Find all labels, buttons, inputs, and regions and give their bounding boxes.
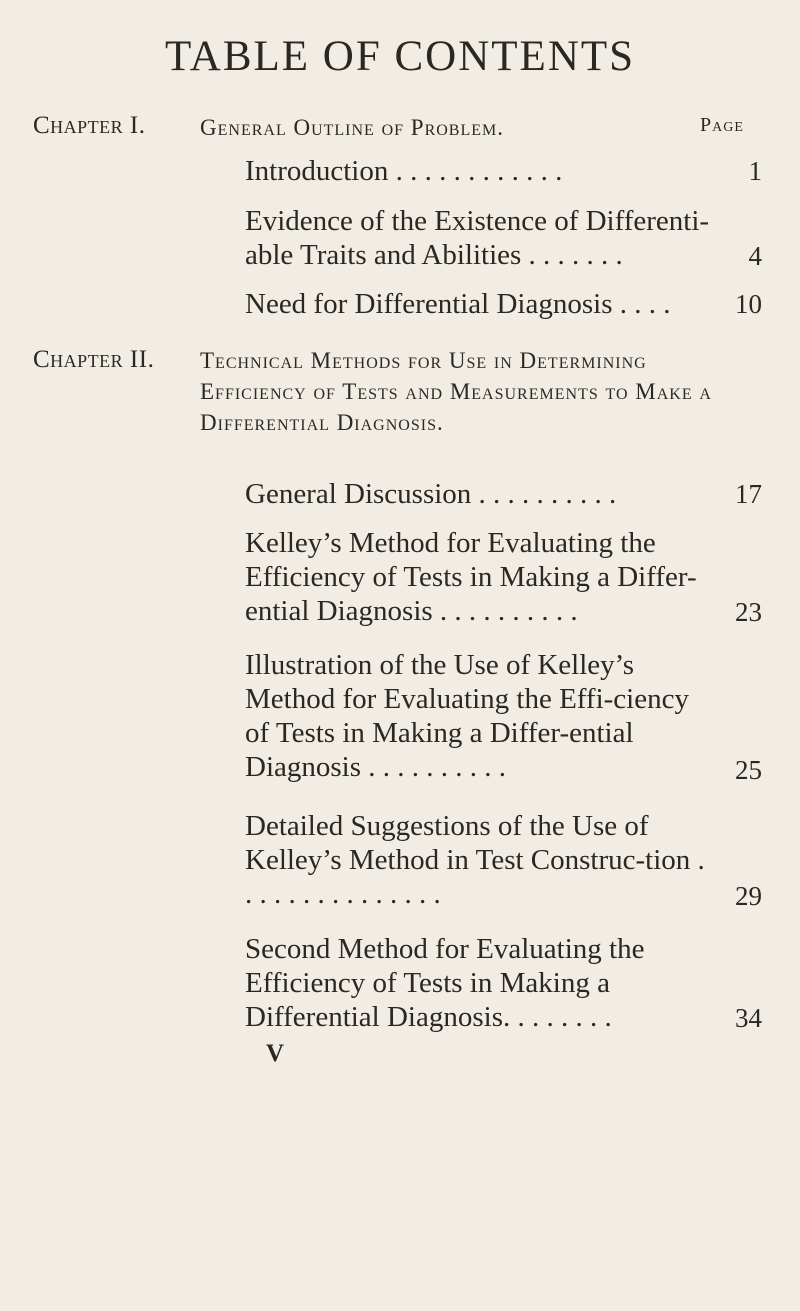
page-number-detailed-suggestions: 29 <box>735 881 762 911</box>
page-number-introduction: 1 <box>748 156 762 186</box>
chapter-2-title: Technical Methods for Use in Determining Efficiency of Tests and Measurements to Make a Differential Diagnosis. <box>200 348 712 435</box>
toc-entry-kelley-method: Kelley’s Method for Evaluating the Efficiency of Tests in Making a Differ-ential Diagnosis . . . . . . . . . . <box>245 527 697 627</box>
toc-entry-illustration: Illustration of the Use of Kelley’s Method for Evaluating the Effi-ciency of Tests in Making a Differ-ential Diagnosis . . . . . . . . . . <box>245 649 689 783</box>
toc-entry-need: Need for Differential Diagnosis . . . . <box>245 288 671 320</box>
toc-entry-detailed-suggestions: Detailed Suggestions of the Use of Kelley’s Method in Test Construc-tion . . . . . . . . . . . . . . . <box>245 810 705 910</box>
toc-entry-evidence: Evidence of the Existence of Differenti-able Traits and Abilities . . . . . . . <box>245 205 710 271</box>
page-number-evidence: 4 <box>748 241 762 271</box>
chapter-1-title: General Outline of Problem. <box>200 115 504 140</box>
folio-roman-numeral: V <box>266 1040 285 1067</box>
chapter-2-label: Chapter II. <box>33 346 155 373</box>
page-number-need: 10 <box>735 289 762 319</box>
page-number-second-method: 34 <box>735 1003 762 1033</box>
page-number-general-discussion: 17 <box>735 479 762 509</box>
page-number-illustration: 25 <box>735 755 762 785</box>
page-number-kelley-method: 23 <box>735 597 762 627</box>
chapter-1-label: Chapter I. <box>33 112 146 139</box>
toc-entry-general-discussion: General Discussion . . . . . . . . . . <box>245 478 617 510</box>
page-column-header: Page <box>700 114 744 136</box>
toc-entry-second-method: Second Method for Evaluating the Efficiency of Tests in Making a Differential Diagnosis. . . . . . . . <box>245 933 645 1033</box>
page-title: TABLE OF CONTENTS <box>164 33 636 80</box>
toc-entry-introduction: Introduction . . . . . . . . . . . . <box>245 155 563 187</box>
